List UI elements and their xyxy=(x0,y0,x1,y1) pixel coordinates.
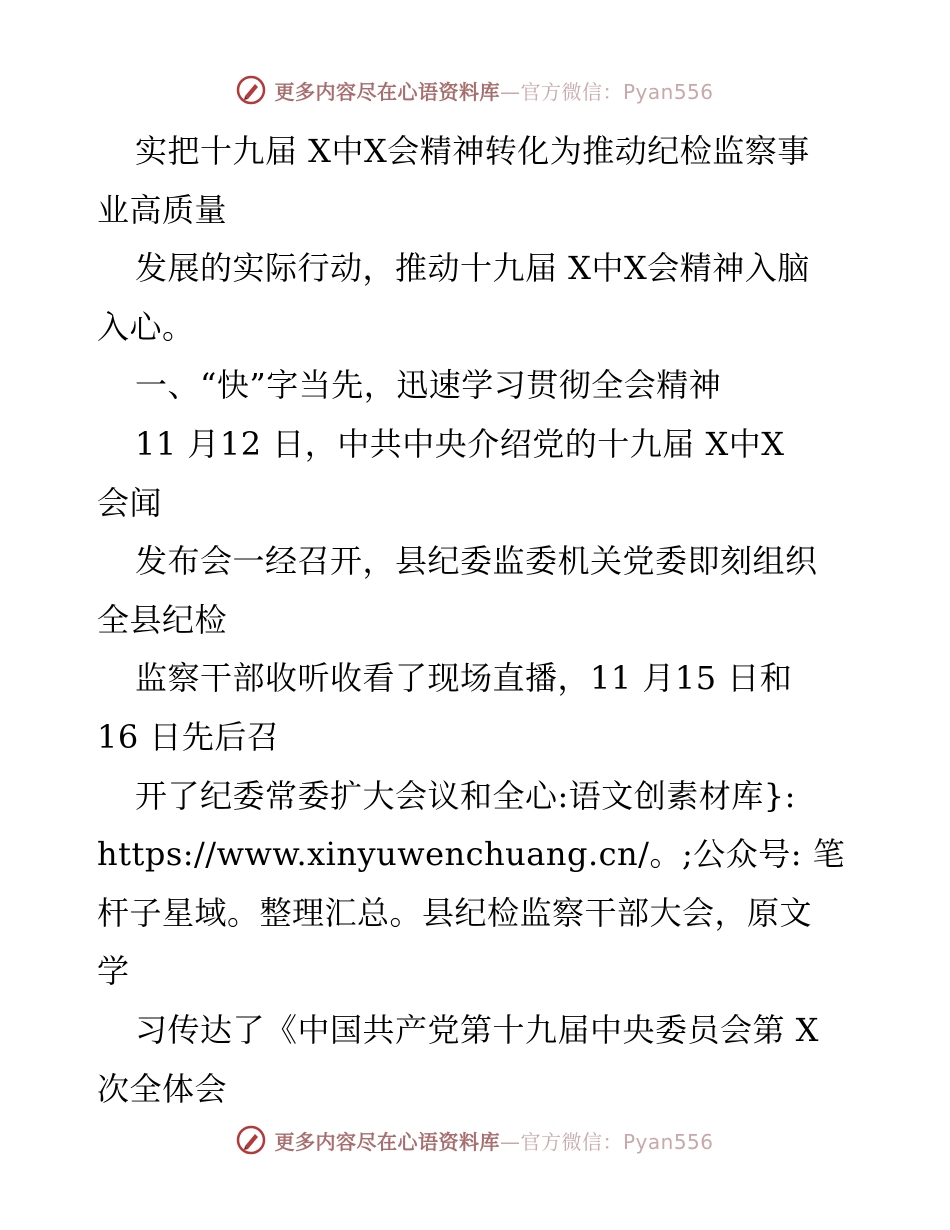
watermark-separator-text: —官方微信： xyxy=(499,79,623,104)
watermark-id-text: Pyan556 xyxy=(622,1129,714,1154)
watermark-id-text: Pyan556 xyxy=(622,79,714,104)
body-line: 业高质量 xyxy=(97,190,228,229)
body-line: https://www.xinyuwenchuang.cn/。;公众号: 笔 xyxy=(97,835,846,874)
body-line: 发布会一经召开，县纪委监委机关党委即刻组织 xyxy=(135,542,818,581)
body-line: 开了纪委常委扩大会议和全心:语文创素材库}: xyxy=(135,776,796,815)
pen-logo-icon xyxy=(236,1125,266,1155)
body-line: 16 日先后召 xyxy=(97,717,280,756)
watermark-main-text: 更多内容尽在心语资料库 xyxy=(274,79,500,104)
header-watermark-banner xyxy=(0,70,950,110)
watermark-main-text: 更多内容尽在心语资料库 xyxy=(274,1129,500,1154)
body-line: 学 xyxy=(97,952,130,991)
body-line: 全县纪检 xyxy=(97,600,228,639)
body-line: 杆子星域。整理汇总。县纪检监察干部大会，原文 xyxy=(97,893,813,932)
body-line: 11 月12 日，中共中央介绍党的十九届 X中X xyxy=(135,424,785,463)
watermark-text xyxy=(274,76,713,105)
pen-logo-icon xyxy=(236,75,266,105)
footer-watermark-banner xyxy=(0,1120,950,1160)
body-line: 会闻 xyxy=(97,483,163,522)
watermark-separator-text: —官方微信： xyxy=(499,1129,623,1154)
body-line: 入心。 xyxy=(97,307,195,346)
body-line: 习传达了《中国共产党第十九届中央委员会第 X xyxy=(135,1010,819,1049)
document-body xyxy=(97,122,867,1118)
body-line: 监察干部收听收看了现场直播，11 月15 日和 xyxy=(135,659,793,698)
section-heading: 一、“快”字当先，迅速学习贯彻全会精神 xyxy=(135,366,722,405)
watermark-text xyxy=(274,1126,713,1155)
body-line: 发展的实际行动，推动十九届 X中X会精神入脑 xyxy=(135,249,810,288)
body-line: 次全体会 xyxy=(97,1069,228,1108)
body-line: 实把十九届 X中X会精神转化为推动纪检监察事 xyxy=(135,132,810,170)
